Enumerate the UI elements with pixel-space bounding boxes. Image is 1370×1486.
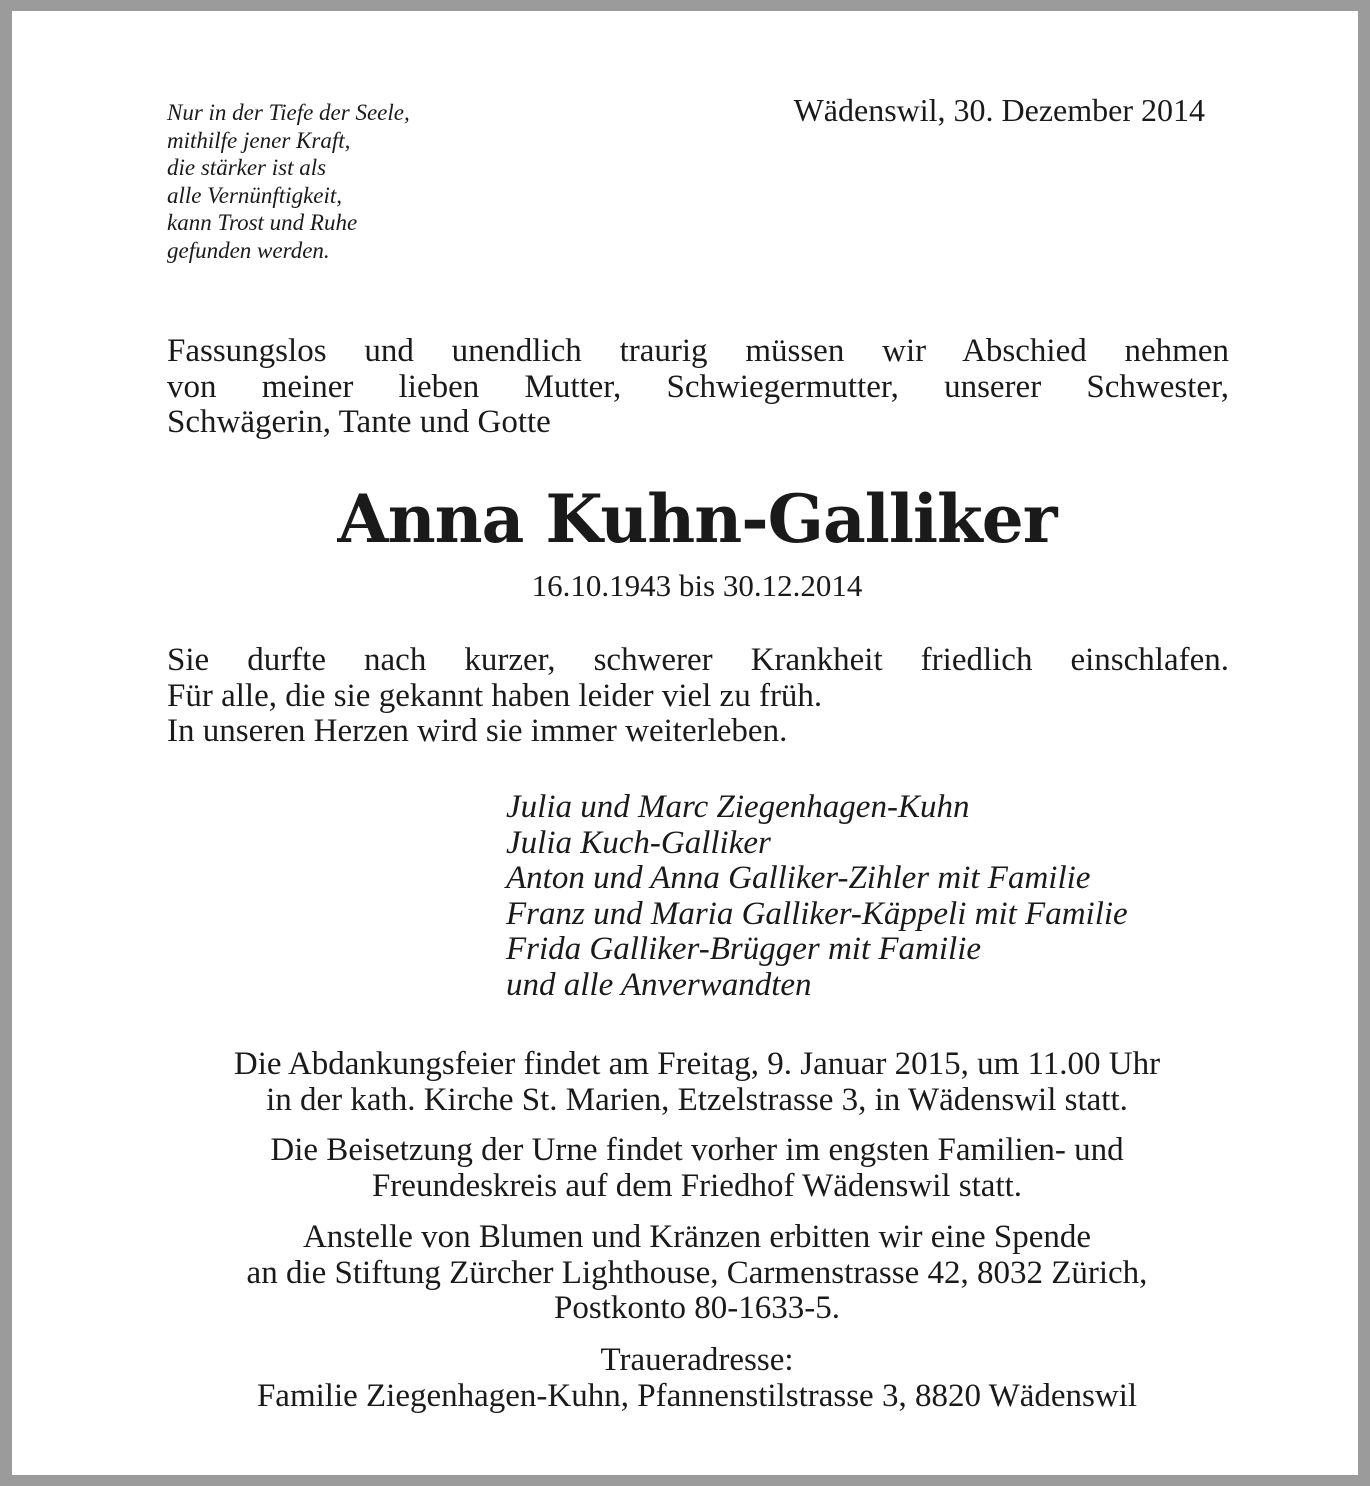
life-dates: 16.10.1943 bis 30.12.2014 [531, 568, 863, 603]
deceased-name: Anna Kuhn-Galliker [337, 480, 1057, 558]
message-line: In unseren Herzen wird sie immer weiterleben. [167, 713, 788, 749]
mourner-entry: und alle Anverwandten [506, 966, 812, 1003]
donation-line: Anstelle von Blumen und Kränzen erbitten wir eine Spende [302, 1219, 1092, 1255]
motto-line: Nur in der Tiefe der Seele, [167, 100, 410, 125]
intro-paragraph [167, 334, 1229, 441]
donation-info [142, 1220, 1252, 1327]
mourners-list [506, 790, 1246, 1003]
ceremony-line: in der kath. Kirche St. Marien, Etzelstrasse 3, in Wädenswil statt. [266, 1081, 1128, 1118]
mourning-address-text: Familie Ziegenhagen-Kuhn, Pfannenstilstrasse 3, 8820 Wädenswil [256, 1377, 1138, 1414]
motto-line: kann Trost und Ruhe [167, 210, 358, 235]
message-line: Sie durfte nach kurzer, schwerer Krankheit friedlich einschlafen. [167, 642, 1229, 678]
donation-line: Postkonto 80-1633-5. [553, 1290, 840, 1326]
motto-verse [167, 99, 547, 264]
intro-line: von meiner lieben Mutter, Schwiegermutter, unserer Schwester, [167, 368, 1229, 405]
intro-line: Fassungslos und unendlich traurig müssen wir Abschied nehmen [167, 333, 1229, 369]
message-paragraph [167, 643, 1229, 750]
mourner-entry: Frida Galliker-Brügger mit Familie [506, 931, 982, 967]
ceremony-line: Die Abdankungsfeier findet am Freitag, 9. Januar 2015, um 11.00 Uhr [233, 1046, 1161, 1082]
motto-line: gefunden werden. [167, 237, 330, 263]
burial-line: Die Beisetzung der Urne findet vorher im engsten Familien- und [270, 1132, 1124, 1168]
motto-line: die stärker ist als [167, 155, 327, 180]
mourner-entry: Julia Kuch-Galliker [506, 824, 771, 861]
ceremony-info [142, 1047, 1252, 1118]
mourner-entry: Anton und Anna Galliker-Zihler mit Familie [506, 860, 1091, 896]
motto-line: mithilfe jener Kraft, [167, 127, 351, 153]
donation-line: an die Stiftung Zürcher Lighthouse, Carmenstrasse 42, 8032 Zürich, [246, 1254, 1148, 1291]
mourning-address-label: Traueradresse: [600, 1342, 794, 1378]
mourner-entry: Franz und Maria Galliker-Käppeli mit Familie [506, 895, 1128, 932]
motto-line: alle Vernünftigkeit, [167, 182, 343, 208]
mourning-address [142, 1343, 1252, 1414]
message-line: Für alle, die sie gekannt haben leider viel zu früh. [167, 677, 823, 714]
burial-info [142, 1133, 1252, 1204]
burial-line: Freundeskreis auf dem Friedhof Wädenswil statt. [371, 1167, 1023, 1204]
place-and-date: Wädenswil, 30. Dezember 2014 [793, 92, 1205, 128]
intro-line: Schwägerin, Tante und Gotte [167, 404, 551, 440]
mourner-entry: Julia und Marc Ziegenhagen-Kuhn [506, 789, 970, 825]
